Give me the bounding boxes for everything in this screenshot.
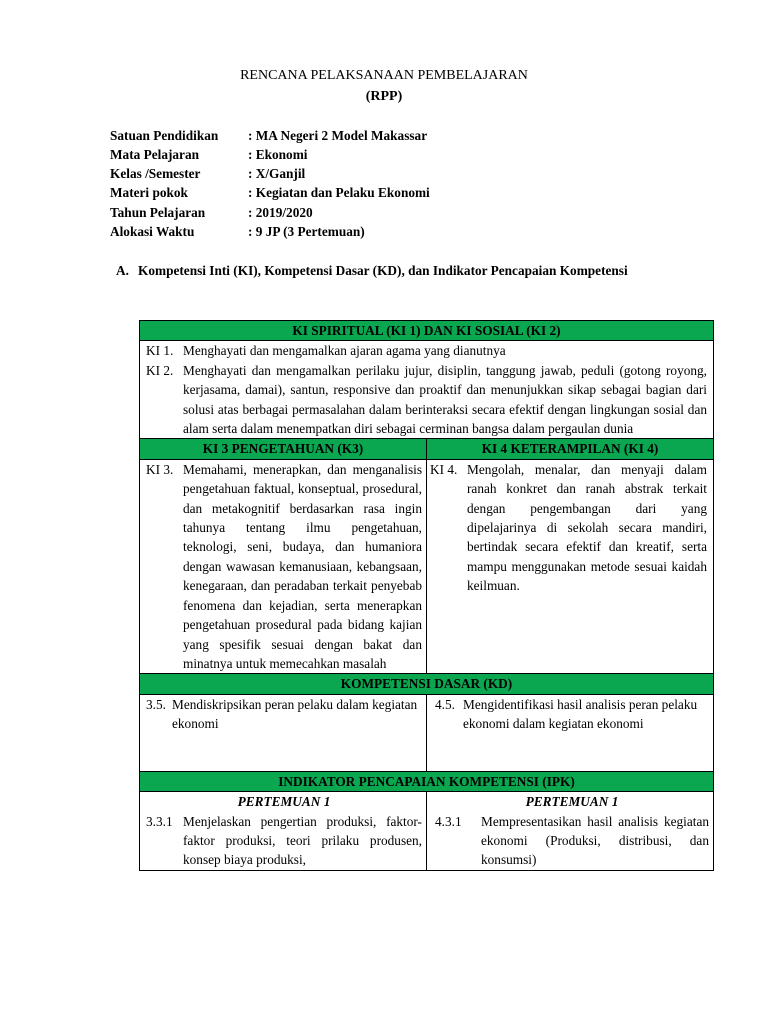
item-number: KI 3. (146, 461, 174, 477)
item-number: KI 1. (146, 343, 174, 359)
ki3-header (140, 439, 427, 459)
header-label: KI 4 KETERAMPILAN (KI 4) (481, 441, 659, 457)
item-text: Menghayati dan mengamalkan ajaran agama yang dianutnya (183, 343, 506, 359)
ki-spiritual-header (140, 321, 714, 341)
item-number: KI 4. (430, 461, 458, 477)
item-number: 3.3.1 (146, 813, 173, 829)
kd35-cell (140, 694, 427, 771)
meta-label: Kelas /Semester (110, 166, 201, 181)
meta-value: : X/Ganjil (248, 166, 306, 181)
ki3-cell (140, 459, 427, 673)
header-label: KOMPETENSI DASAR (KD) (340, 676, 513, 692)
document-subtitle: (RPP) (365, 89, 403, 104)
section-letter: A. (116, 263, 129, 278)
ki1-item (146, 341, 707, 360)
item-number: KI 2. (146, 362, 174, 378)
ki4-cell (427, 459, 714, 673)
ipk-left-cell (140, 792, 427, 871)
ipk331-item (146, 812, 422, 870)
ipk-header (140, 771, 714, 791)
kd35-item (146, 695, 422, 734)
ki4-header (427, 439, 714, 459)
meta-label: Mata Pelajaran (110, 147, 199, 162)
document-title: RENCANA PELAKSANAAN PEMBELAJARAN (240, 68, 528, 83)
ki4-item (430, 460, 707, 596)
item-text: Memahami, menerapkan, dan menganalisis pengetahuan faktual, konseptual, prosedural, dan metakognitif berdasarkan rasa ingin tahunya tentang ilmu pengetahuan, teknologi, seni, budaya, dan humaniora dengan wawasan kemanusiaan, kebangsaan, kenegaraan, dan peradaban terkait penyebab fenomena dan kejadian, serta menerapkan pengetahuan prosedural pada bidang kajian yang spesifik sesuai dengan bakat dan minatnya untuk memecahkan masalah (183, 461, 422, 671)
item-text: Menghayati dan mengamalkan perilaku jujur, disiplin, tanggung jawab, peduli (gotong royong, kerjasama, damai), santun, responsive dan proaktif dan menunjukkan sikap sebagai bagian dari solusi atas berbagai permasalahan dalam berinteraksi secara efektif dengan lingkungan sosial dan alam serta dalam menempatkan diri sebagai cerminan bangsa dalam pergaulan dunia (183, 362, 707, 437)
item-number: 4.3.1 (435, 813, 462, 829)
meta-label: Tahun Pelajaran (110, 205, 206, 220)
kd-header (140, 674, 714, 694)
pertemuan-label: PERTEMUAN 1 (237, 794, 331, 810)
meta-value: : Ekonomi (248, 147, 308, 162)
section-title: Kompetensi Inti (KI), Kompetensi Dasar (KD), dan Indikator Pencapaian Kompetensi (138, 263, 628, 278)
meta-label: Satuan Pendidikan (110, 128, 219, 143)
meta-label: Alokasi Waktu (110, 224, 195, 239)
header-label: INDIKATOR PENCAPAIAN KOMPETENSI (IPK) (278, 773, 575, 789)
ipk431-item (435, 812, 709, 870)
ki-spiritual-cell (140, 341, 714, 439)
meta-value: : MA Negeri 2 Model Makassar (248, 128, 428, 143)
header-label: KI SPIRITUAL (KI 1) DAN KI SOSIAL (KI 2) (292, 323, 561, 338)
item-text: Mengidentifikasi hasil analisis peran pelaku ekonomi dalam kegiatan ekonomi (463, 696, 698, 732)
ki3-item (146, 460, 422, 673)
competency-table (139, 320, 714, 871)
header-label: KI 3 PENGETAHUAN (K3) (202, 441, 364, 457)
item-number: 4.5. (435, 696, 455, 712)
item-text: Mengolah, menalar, dan menyaji dalam ranah konkret dan ranah abstrak terkait dengan pengembangan dari yang dipelajarinya di sekolah secara mandiri, bertindak secara efektif dan kreatif, serta mampu menggunakan metode sesuai kaidah keilmuan. (467, 461, 707, 594)
kd45-item (435, 695, 709, 734)
ki2-item (146, 361, 707, 439)
item-text: Mempresentasikan hasil analisis kegiatan ekonomi (Produksi, distribusi, dan konsumsi) (481, 813, 709, 868)
meta-value: : 9 JP (3 Pertemuan) (248, 224, 365, 239)
meta-value: : 2019/2020 (248, 205, 313, 220)
item-text: Menjelaskan pengertian produksi, faktor-faktor produksi, teori prilaku produsen, konsep biaya produksi, (183, 813, 422, 868)
item-number: 3.5. (146, 696, 166, 712)
item-text: Mendiskripsikan peran pelaku dalam kegiatan ekonomi (172, 696, 418, 732)
pertemuan-label: PERTEMUAN 1 (525, 794, 619, 810)
kd45-cell (427, 694, 714, 771)
meta-label: Materi pokok (110, 185, 188, 200)
ipk-right-cell (427, 792, 714, 871)
meta-value: : Kegiatan dan Pelaku Ekonomi (248, 185, 430, 200)
